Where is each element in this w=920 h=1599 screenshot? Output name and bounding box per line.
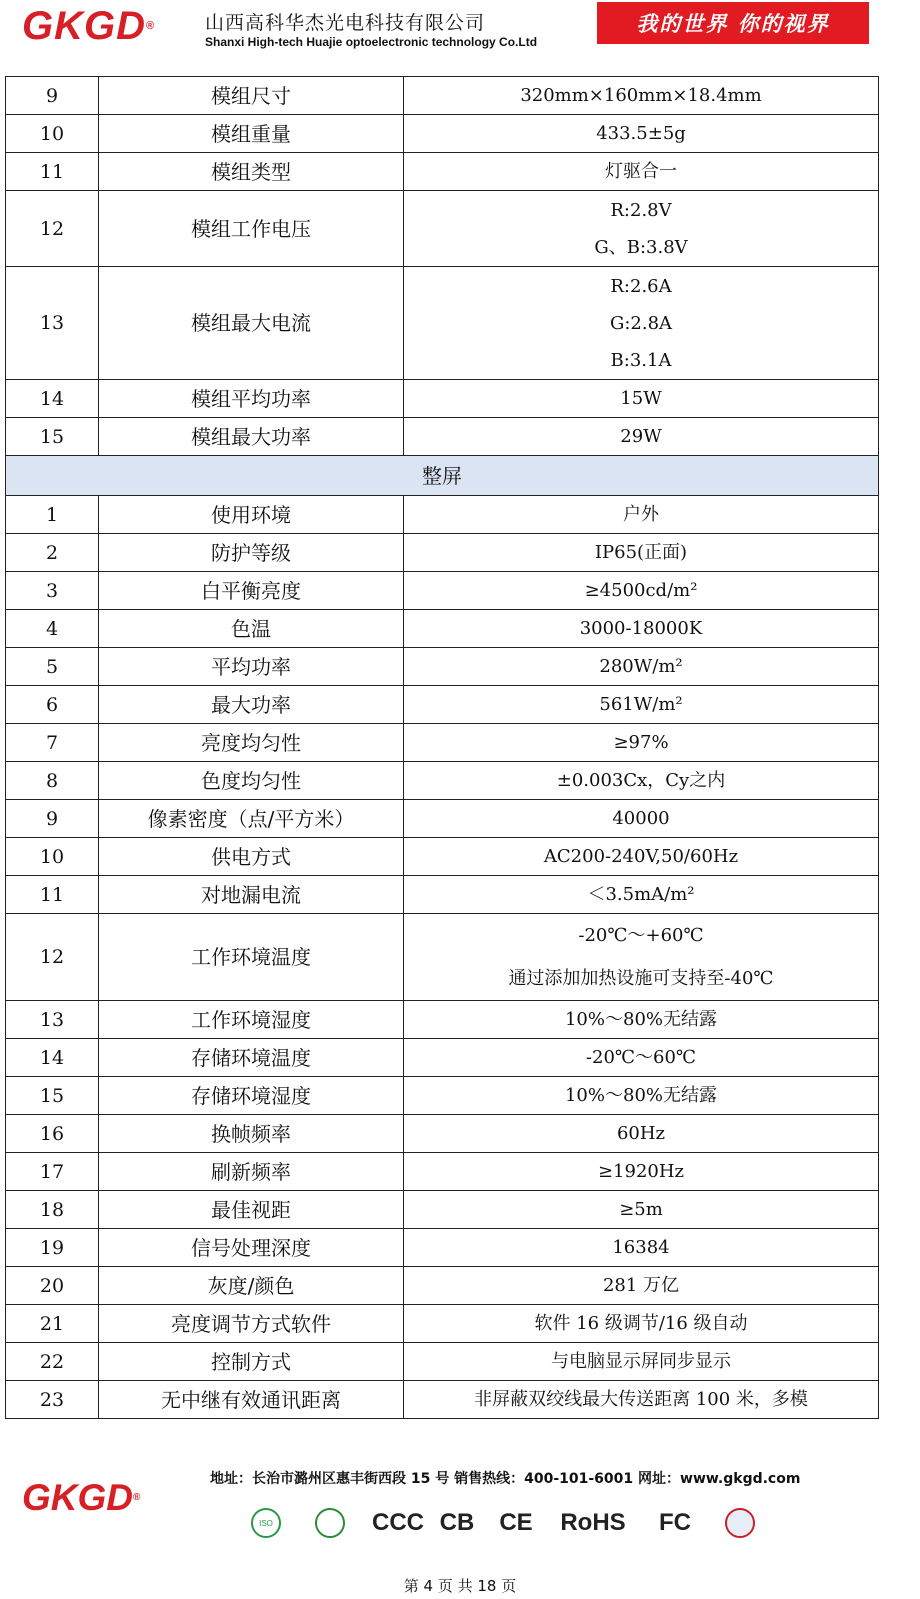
row-value	[404, 1191, 879, 1229]
row-item: 色度均匀性	[99, 762, 404, 800]
row-item: 模组类型	[99, 153, 404, 191]
row-number: 6	[6, 686, 99, 724]
row-value-line: 561W/m²	[599, 694, 683, 715]
row-value-line: 15W	[620, 388, 662, 409]
row-value	[404, 1305, 879, 1343]
table-row	[6, 191, 879, 267]
row-value-line: ≥4500cd/m²	[584, 580, 698, 601]
rohs-icon-label: RoHS	[560, 1509, 626, 1536]
row-value-line: -20℃～+60℃	[578, 925, 704, 946]
table-row	[6, 572, 879, 610]
row-value-line: 320mm×160mm×18.4mm	[520, 85, 762, 106]
cb-icon	[428, 1506, 486, 1540]
rohs-icon	[546, 1506, 640, 1540]
row-value	[404, 115, 879, 153]
table-row	[6, 648, 879, 686]
table-row	[6, 838, 879, 876]
row-value-line: 40000	[612, 808, 670, 829]
row-value	[404, 1039, 879, 1077]
spec-table	[5, 76, 879, 1419]
row-value	[404, 77, 879, 115]
row-number: 19	[6, 1229, 99, 1267]
row-item: 模组最大电流	[99, 267, 404, 380]
footer-logo: GKGD®	[22, 1477, 141, 1518]
row-value-line: 3000-18000K	[579, 618, 703, 639]
row-number: 17	[6, 1153, 99, 1191]
row-number: 10	[6, 115, 99, 153]
table-row	[6, 1229, 879, 1267]
company-name-cn: 山西高科华杰光电科技有限公司	[205, 12, 486, 34]
row-value	[404, 418, 879, 456]
row-number: 10	[6, 838, 99, 876]
row-value-line: 280W/m²	[599, 656, 683, 677]
table-row	[6, 115, 879, 153]
row-value-line: R:2.6A	[610, 275, 672, 297]
row-item: 最佳视距	[99, 1191, 404, 1229]
row-value	[404, 724, 879, 762]
row-value-line: ±0.003Cx，Cy之内	[556, 770, 726, 791]
ccc-icon	[368, 1506, 428, 1540]
table-row	[6, 1039, 879, 1077]
row-value-line: 户外	[623, 504, 659, 525]
company-name-en: Shanxi High-tech Huajie optoelectronic technology Co.Ltd	[205, 35, 538, 49]
row-item: 控制方式	[99, 1343, 404, 1381]
table-row	[6, 724, 879, 762]
table-row	[6, 1381, 879, 1419]
row-number: 5	[6, 648, 99, 686]
row-value	[404, 686, 879, 724]
row-value	[404, 1153, 879, 1191]
slogan-banner: 我的世界 你的视界	[597, 2, 869, 44]
row-value-line: 10%～80%无结露	[564, 1085, 717, 1106]
table-row	[6, 1191, 879, 1229]
iso-icon	[240, 1506, 292, 1540]
row-item: 模组尺寸	[99, 77, 404, 115]
table-row	[6, 1305, 879, 1343]
row-item: 亮度均匀性	[99, 724, 404, 762]
table-row	[6, 496, 879, 534]
table-row	[6, 1115, 879, 1153]
row-item: 对地漏电流	[99, 876, 404, 914]
row-item: 亮度调节方式软件	[99, 1305, 404, 1343]
row-value	[404, 572, 879, 610]
row-number: 14	[6, 380, 99, 418]
row-value-line: ≥97%	[613, 732, 669, 753]
row-value-line: 通过添加加热设施可支持至-40℃	[508, 968, 774, 989]
gkgd-logo: GKGD®	[22, 4, 156, 48]
row-number: 16	[6, 1115, 99, 1153]
ce-icon-label: CE	[499, 1509, 533, 1536]
row-value	[404, 1077, 879, 1115]
row-value	[404, 648, 879, 686]
table-row	[6, 418, 879, 456]
row-value-line: 16384	[612, 1237, 670, 1258]
energy-icon-label	[725, 1508, 755, 1538]
row-value-line: 281 万亿	[602, 1275, 680, 1296]
row-number: 9	[6, 77, 99, 115]
row-value	[404, 610, 879, 648]
row-item: 最大功率	[99, 686, 404, 724]
row-item: 模组重量	[99, 115, 404, 153]
table-row	[6, 77, 879, 115]
row-value-line: G、B:3.8V	[594, 236, 688, 258]
row-item: 存储环境湿度	[99, 1077, 404, 1115]
row-number: 8	[6, 762, 99, 800]
row-number: 13	[6, 267, 99, 380]
row-value	[404, 1229, 879, 1267]
table-row	[6, 380, 879, 418]
ce-icon	[486, 1506, 546, 1540]
row-value-line: 60Hz	[616, 1123, 666, 1144]
row-value	[404, 191, 879, 267]
row-number: 15	[6, 418, 99, 456]
row-item: 信号处理深度	[99, 1229, 404, 1267]
row-item: 存储环境温度	[99, 1039, 404, 1077]
row-value	[404, 380, 879, 418]
footer-logo-text: GKGD	[22, 1477, 133, 1518]
row-value	[404, 762, 879, 800]
row-item: 像素密度（点/平方米）	[99, 800, 404, 838]
row-value	[404, 1115, 879, 1153]
fcc-icon	[640, 1506, 710, 1540]
row-item: 模组工作电压	[99, 191, 404, 267]
row-value	[404, 838, 879, 876]
row-item: 模组平均功率	[99, 380, 404, 418]
row-item: 灰度/颜色	[99, 1267, 404, 1305]
row-value-line: R:2.8V	[610, 199, 672, 221]
row-value	[404, 1381, 879, 1419]
row-number: 15	[6, 1077, 99, 1115]
row-value-line: B:3.1A	[610, 349, 672, 371]
row-value	[404, 876, 879, 914]
row-number: 22	[6, 1343, 99, 1381]
row-value	[404, 1001, 879, 1039]
row-number: 23	[6, 1381, 99, 1419]
row-item: 供电方式	[99, 838, 404, 876]
table-row	[6, 267, 879, 380]
table-row	[6, 914, 879, 1001]
row-value	[404, 534, 879, 572]
row-number: 11	[6, 876, 99, 914]
table-row	[6, 534, 879, 572]
row-value-line: G:2.8A	[609, 312, 673, 334]
table-row	[6, 1001, 879, 1039]
row-number: 11	[6, 153, 99, 191]
row-number: 20	[6, 1267, 99, 1305]
row-number: 9	[6, 800, 99, 838]
row-value-line: 433.5±5g	[596, 123, 686, 144]
table-row	[6, 686, 879, 724]
row-value	[404, 800, 879, 838]
energy-icon	[710, 1506, 770, 1540]
row-number: 2	[6, 534, 99, 572]
row-value-line: ≥1920Hz	[597, 1161, 685, 1182]
page-header	[0, 0, 920, 60]
row-value	[404, 1343, 879, 1381]
row-number: 12	[6, 914, 99, 1001]
logo-text: GKGD	[22, 4, 146, 48]
row-item: 换帧频率	[99, 1115, 404, 1153]
row-item: 模组最大功率	[99, 418, 404, 456]
row-number: 7	[6, 724, 99, 762]
row-value	[404, 267, 879, 380]
row-number: 14	[6, 1039, 99, 1077]
row-value-line: -20℃～60℃	[585, 1047, 697, 1068]
table-row	[6, 1343, 879, 1381]
table-row	[6, 876, 879, 914]
row-value	[404, 1267, 879, 1305]
table-row	[6, 1267, 879, 1305]
row-item: 白平衡亮度	[99, 572, 404, 610]
green-cert-icon	[292, 1506, 368, 1540]
cb-icon-label: CB	[439, 1509, 475, 1536]
row-item: 防护等级	[99, 534, 404, 572]
row-value-line: 软件 16 级调节/16 级自动	[534, 1313, 748, 1334]
row-value	[404, 496, 879, 534]
table-row	[6, 1153, 879, 1191]
row-value-line: 10%～80%无结露	[564, 1009, 717, 1030]
fcc-icon-label: FC	[659, 1509, 691, 1536]
certification-logos	[240, 1505, 800, 1541]
row-number: 18	[6, 1191, 99, 1229]
row-value-line: 灯驱合一	[605, 161, 677, 182]
row-number: 13	[6, 1001, 99, 1039]
row-item: 刷新频率	[99, 1153, 404, 1191]
row-value	[404, 153, 879, 191]
row-value-line: IP65(正面)	[594, 542, 688, 563]
table-row	[6, 610, 879, 648]
section-title: 整屏	[6, 456, 879, 496]
row-value-line: 非屏蔽双绞线最大传送距离 100 米，多模	[474, 1389, 808, 1410]
row-value-line: ＜3.5mA/m²	[587, 884, 695, 905]
row-item: 平均功率	[99, 648, 404, 686]
row-value-line: ≥5m	[619, 1199, 663, 1220]
row-item: 使用环境	[99, 496, 404, 534]
table-row	[6, 153, 879, 191]
table-row	[6, 762, 879, 800]
row-item: 色温	[99, 610, 404, 648]
footer-address: 地址：长治市潞州区惠丰街西段 15 号 销售热线：400-101-6001 网址：www.gkgd.com	[210, 1471, 801, 1487]
row-value	[404, 914, 879, 1001]
ccc-icon-label: CCC	[372, 1509, 424, 1536]
row-number: 4	[6, 610, 99, 648]
row-value-line: 与电脑显示屏同步显示	[551, 1351, 731, 1372]
table-row	[6, 1077, 879, 1115]
row-item: 工作环境温度	[99, 914, 404, 1001]
row-item: 工作环境湿度	[99, 1001, 404, 1039]
row-number: 12	[6, 191, 99, 267]
table-row	[6, 800, 879, 838]
row-item: 无中继有效通讯距离	[99, 1381, 404, 1419]
row-value-line: AC200-240V,50/60Hz	[543, 846, 739, 867]
row-number: 1	[6, 496, 99, 534]
row-value-line: 29W	[620, 426, 662, 447]
page-number: 第 4 页 共 18 页	[403, 1577, 517, 1595]
green-cert-icon-label	[315, 1508, 345, 1538]
section-header-row	[6, 456, 879, 496]
row-number: 3	[6, 572, 99, 610]
row-number: 21	[6, 1305, 99, 1343]
iso-icon-label: ISO	[251, 1508, 281, 1538]
